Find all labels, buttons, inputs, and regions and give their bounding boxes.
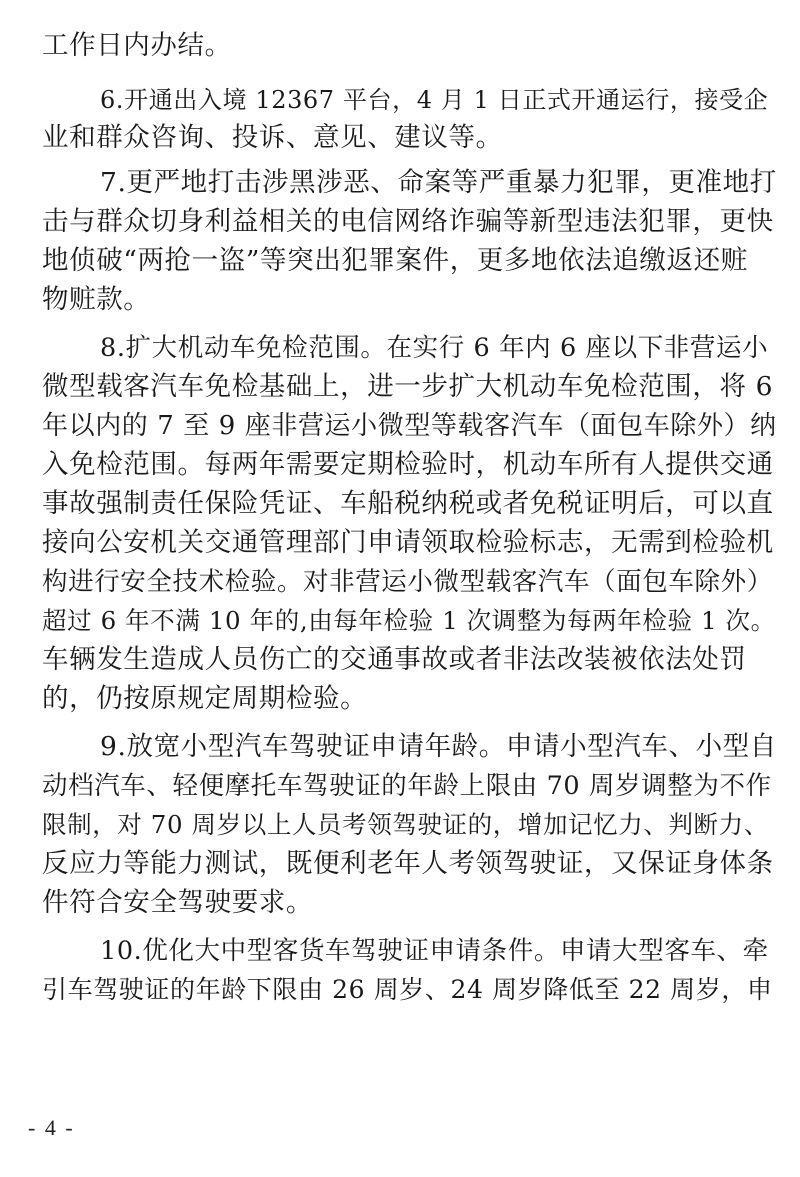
- page-number: - 4 -: [28, 1115, 75, 1140]
- text-line: 地侦破“两抢一盗”等突出犯罪案件，更多地依法追缴返还赃: [42, 245, 748, 276]
- text-line: 8.扩大机动车免检范围。在实行 6 年内 6 座以下非营运小: [100, 333, 769, 363]
- text-line: 10.优化大中型客货车驾驶证申请条件。申请大型客车、牵: [100, 936, 769, 966]
- text-line: 接向公安机关交通管理部门申请领取检验标志，无需到检验机: [42, 527, 774, 558]
- text-line: 7.更严地打击涉黑涉恶、命案等严重暴力犯罪，更准地打: [100, 167, 777, 198]
- text-line: 击与群众切身利益相关的电信网络诈骗等新型违法犯罪，更快: [42, 206, 774, 237]
- text-line: 物赃款。: [42, 284, 151, 315]
- text-line: 事故强制责任保险凭证、车船税纳税或者免税证明后，可以直: [42, 488, 774, 519]
- text-line: 9.放宽小型汽车驾驶证申请年龄。申请小型汽车、小型自: [100, 731, 777, 762]
- text-line: 件符合安全驾驶要求。: [42, 887, 313, 918]
- text-line: 业和群众咨询、投诉、意见、建议等。: [42, 122, 503, 153]
- text-line: 微型载客汽车免检基础上，进一步扩大机动车免检范围，将 6: [42, 371, 774, 402]
- text-line: 车辆发生造成人员伤亡的交通事故或者非法改装被依法处罚: [42, 644, 747, 675]
- text-line: 年以内的 7 至 9 座非营运小微型等载客汽车（面包车除外）纳: [42, 411, 777, 441]
- text-line: 动档汽车、轻便摩托车驾驶证的年龄上限由 70 周岁调整为不作: [42, 771, 772, 801]
- text-line: 构进行安全技术检验。对非营运小微型载客汽车（面包车除外）: [42, 567, 773, 597]
- text-line: 6.开通出入境 12367 平台，4 月 1 日正式开通运行，接受企: [100, 86, 769, 114]
- text-line: 反应力等能力测试，既便利老年人考领驾驶证，又保证身体条: [42, 848, 774, 879]
- text-line: 引车驾驶证的年龄下限由 26 周岁、24 周岁降低至 22 周岁，申: [42, 975, 773, 1004]
- text-line: 入免检范围。每两年需要定期检验时，机动车所有人提供交通: [42, 449, 774, 480]
- text-line: 限制，对 70 周岁以上人员考领驾驶证的，增加记忆力、判断力、: [42, 810, 769, 839]
- text-line: 工作日内办结。: [42, 30, 232, 61]
- text-line: 的，仍按原规定周期检验。: [42, 683, 368, 714]
- text-line: 超过 6 年不满 10 年的,由每年检验 1 次调整为每两年检验 1 次。: [42, 606, 776, 635]
